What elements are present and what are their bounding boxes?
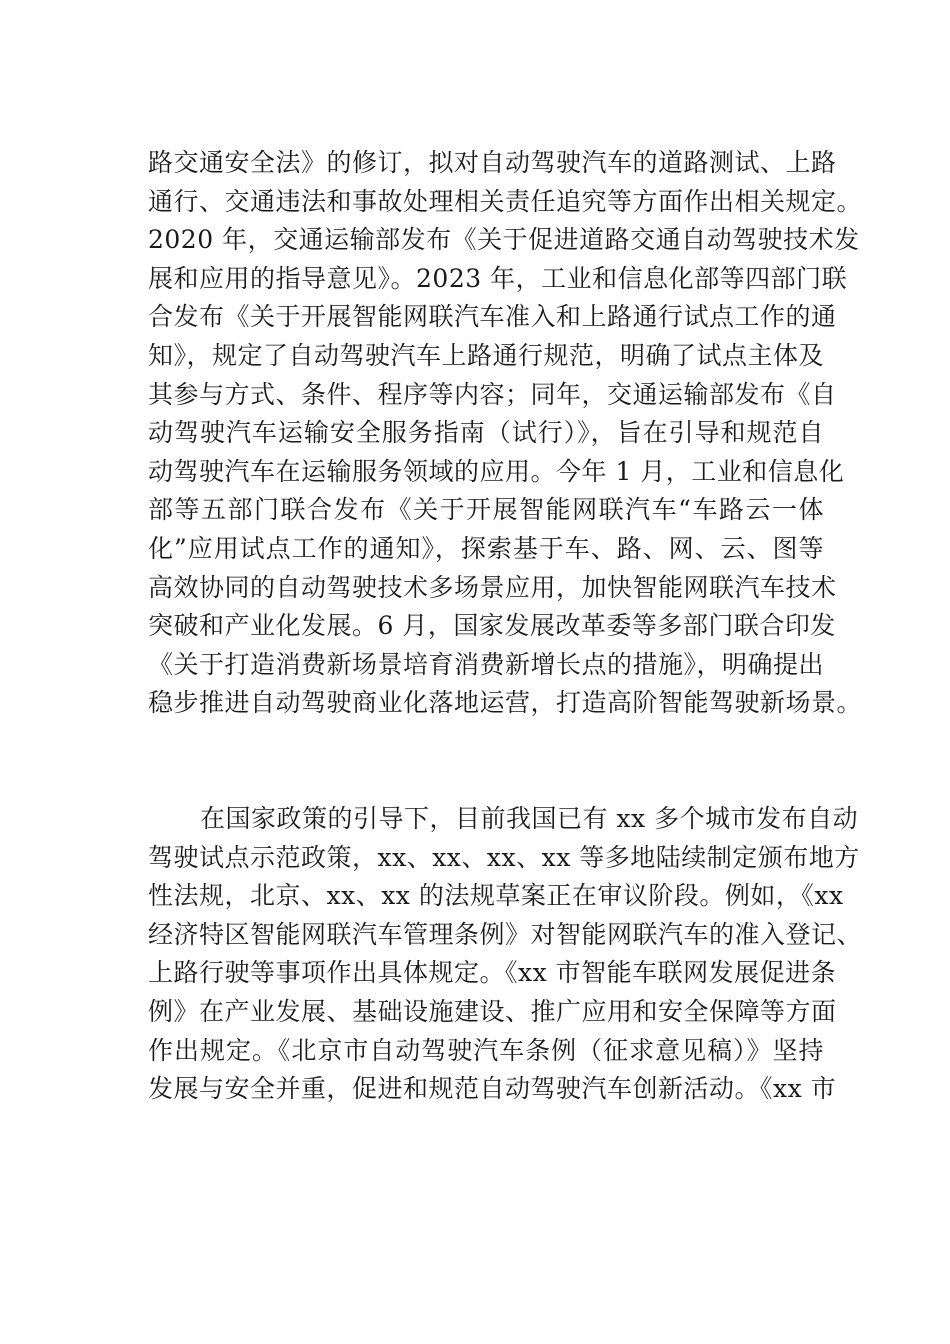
paragraph-2 bbox=[148, 800, 863, 1109]
paragraph-line: 发展与安全并重，促进和规范自动驾驶汽车创新活动。《xx 市 bbox=[148, 1074, 837, 1104]
paragraph-line: 稳步推进自动驾驶商业化落地运营，打造高阶智能驾驶新场景。 bbox=[148, 688, 863, 718]
paragraph-line: 合发布《关于开展智能网联汽车准入和上路通行试点工作的通 bbox=[148, 302, 837, 332]
paragraph-line: 通行、交通违法和事故处理相关责任追究等方面作出相关规定。 bbox=[148, 186, 863, 216]
paragraph-line: 高效协同的自动驾驶技术多场景应用，加快智能网联汽车技术 bbox=[148, 572, 837, 602]
paragraph-line: 知》，规定了自动驾驶汽车上路通行规范，明确了试点主体及 bbox=[148, 340, 825, 370]
paragraph-line: 突破和产业化发展。6 月，国家发展改革委等多部门联合印发 bbox=[148, 611, 836, 641]
paragraph-line: 上路行驶等事项作出具体规定。《xx 市智能车联网发展促进条 bbox=[148, 958, 837, 988]
paragraph-line: 作出规定。《北京市自动驾驶汽车条例（征求意见稿）》坚持 bbox=[148, 1035, 824, 1065]
paragraph-line: 《关于打造消费新场景培育消费新增长点的措施》，明确提出 bbox=[148, 649, 825, 679]
paragraph-line: 动驾驶汽车运输安全服务指南（试行）》，旨在引导和规范自 bbox=[148, 418, 824, 448]
paragraph-line: 在国家政策的引导下，目前我国已有 xx 多个城市发布自动 bbox=[200, 804, 859, 833]
paragraph-1 bbox=[148, 144, 863, 723]
paragraph-line: 2020 年，交通运输部发布《关于促进道路交通自动驾驶技术发 bbox=[148, 225, 860, 255]
paragraph-line: 经济特区智能网联汽车管理条例》对智能网联汽车的准入登记、 bbox=[148, 919, 863, 949]
paragraph-line: 路交通安全法》的修订，拟对自动驾驶汽车的道路测试、上路 bbox=[148, 148, 837, 177]
paragraph-line: 驾驶试点示范政策，xx、xx、xx、xx 等多地陆续制定颁布地方 bbox=[148, 842, 860, 872]
paragraph-line: 例》在产业发展、基础设施建设、推广应用和安全保障等方面 bbox=[148, 996, 837, 1026]
paragraph-line: 化”应用试点工作的通知》，探索基于车、路、网、云、图等 bbox=[148, 533, 824, 563]
paragraph-line: 其参与方式、条件、程序等内容；同年，交通运输部发布《自 bbox=[148, 379, 837, 409]
paragraph-line: 性法规，北京、xx、xx 的法规草案正在审议阶段。例如，《xx bbox=[148, 881, 844, 911]
paragraph-line: 动驾驶汽车在运输服务领域的应用。今年 1 月，工业和信息化 bbox=[148, 456, 845, 486]
paragraph-line: 部等五部门联合发布《关于开展智能网联汽车“车路云一体 bbox=[148, 495, 824, 525]
paragraph-line: 展和应用的指导意见》。2023 年，工业和信息化部等四部门联 bbox=[148, 263, 848, 293]
